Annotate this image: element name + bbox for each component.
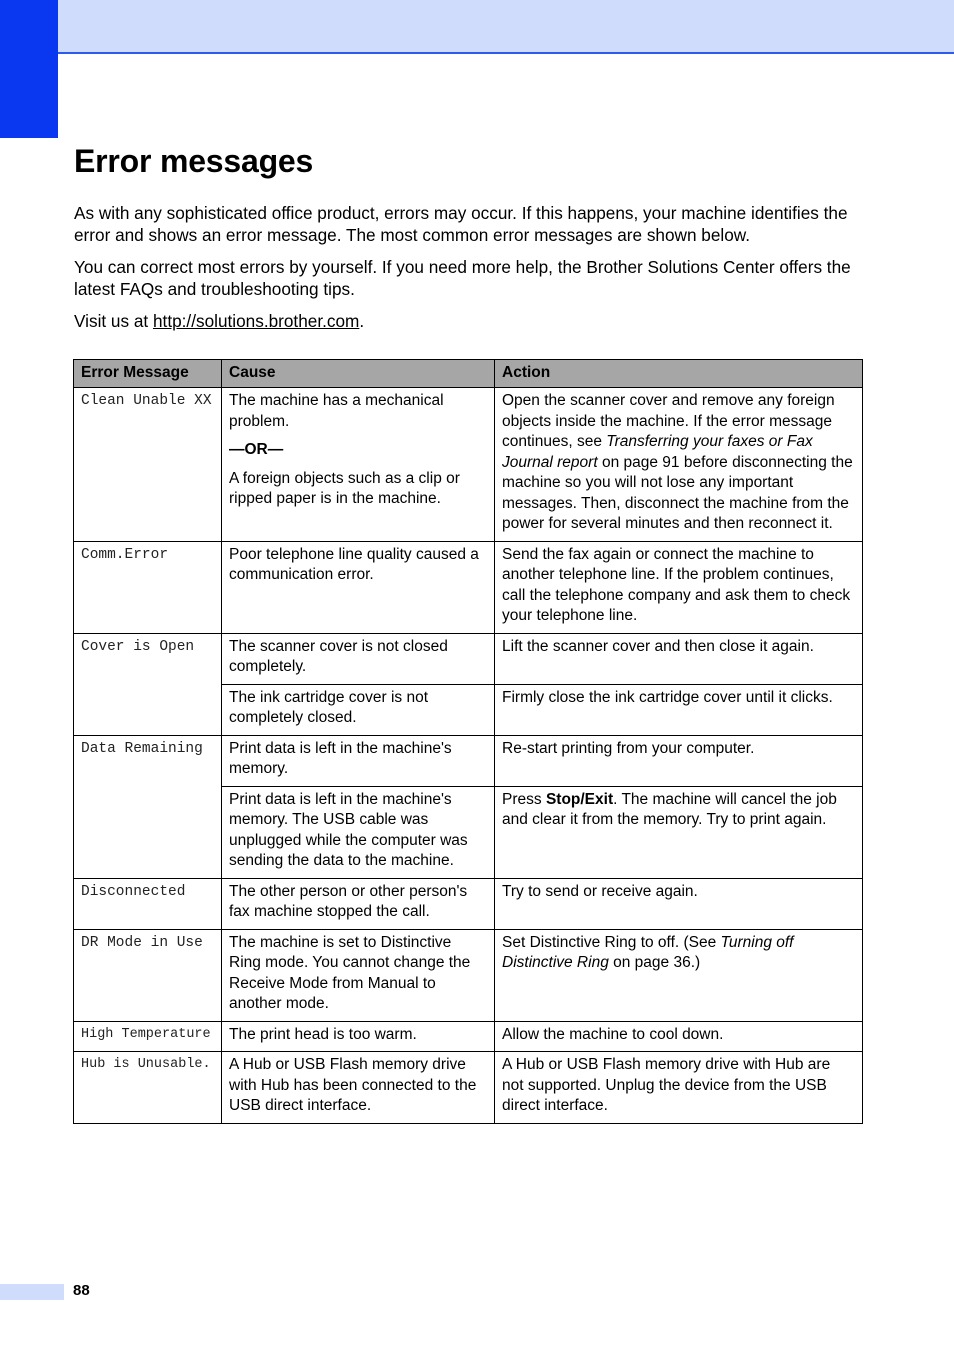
footer-band — [0, 1284, 64, 1300]
cause-cell: The scanner cover is not closed completely. — [222, 633, 495, 684]
header-action: Action — [495, 360, 863, 388]
action-cell: A Hub or USB Flash memory drive with Hub are not supported. Unplug the device from the USB direct interface. — [495, 1052, 863, 1124]
cause-cell: Poor telephone line quality caused a communication error. — [222, 541, 495, 633]
page-title: Error messages — [74, 143, 314, 179]
error-code: Clean Unable XX — [74, 388, 222, 542]
chapter-tab — [0, 0, 58, 138]
table-row — [74, 1021, 863, 1052]
cause-text: The machine has a mechanical problem. — [229, 392, 444, 430]
table-row — [74, 929, 863, 1021]
header-band — [0, 0, 954, 54]
intro-text — [74, 202, 864, 342]
table-row — [74, 1052, 863, 1124]
cause-cell: The print head is too warm. — [222, 1021, 495, 1052]
table-row — [74, 388, 863, 542]
error-code: Data Remaining — [74, 735, 222, 878]
action-cell: Allow the machine to cool down. — [495, 1021, 863, 1052]
cause-text: A foreign objects such as a clip or ripped paper is in the machine. — [229, 469, 460, 507]
error-code: DR Mode in Use — [74, 929, 222, 1021]
action-cell: Send the fax again or connect the machine to another telephone line. If the problem continues, call the telephone company and ask them to check your telephone line. — [495, 541, 863, 633]
action-text: . The machine will cancel the job and clear it from the memory. Try to print again. — [502, 790, 837, 828]
header-cause: Cause — [222, 360, 495, 388]
intro-paragraph-1: As with any sophisticated office product, errors may occur. If this happens, your machine identifies the error and shows an error message. The most common error messages are shown below. — [74, 203, 848, 245]
action-text: on page 36.) — [608, 954, 701, 971]
action-reference: Transferring your faxes or Fax Journal report — [502, 433, 813, 471]
table-row — [74, 541, 863, 633]
error-code: Disconnected — [74, 878, 222, 929]
table-row — [74, 735, 863, 786]
cause-cell: The ink cartridge cover is not completely closed. — [222, 684, 495, 735]
action-text: Open the scanner cover and remove any foreign objects inside the machine. If the error message continues, see — [502, 392, 835, 450]
visit-prefix: Visit us at — [74, 311, 153, 331]
action-cell — [495, 786, 863, 878]
action-cell — [495, 388, 863, 542]
cause-cell: Print data is left in the machine's memory. — [222, 735, 495, 786]
or-separator: —OR— — [229, 441, 284, 458]
page-number: 88 — [73, 1282, 90, 1299]
action-cell: Try to send or receive again. — [495, 878, 863, 929]
action-cell — [495, 929, 863, 1021]
table-row — [74, 878, 863, 929]
visit-suffix: . — [359, 311, 365, 331]
header-error-message: Error Message — [74, 360, 222, 388]
stop-exit-key: Stop/Exit — [545, 790, 614, 808]
cause-cell: The machine is set to Distinctive Ring mode. You cannot change the Receive Mode from Manual to another mode. — [222, 929, 495, 1021]
error-messages-table — [73, 359, 863, 1124]
cause-cell: The other person or other person's fax machine stopped the call. — [222, 878, 495, 929]
action-text: Press — [502, 790, 546, 808]
action-cell: Lift the scanner cover and then close it again. — [495, 633, 863, 684]
cause-cell — [222, 388, 495, 542]
table-row — [74, 633, 863, 684]
action-cell: Re-start printing from your computer. — [495, 735, 863, 786]
error-code: Cover is Open — [74, 633, 222, 735]
error-code: Comm.Error — [74, 541, 222, 633]
error-code: Hub is Unusable. — [74, 1052, 222, 1124]
action-text: on page 91 before disconnecting the machine so you will not lose any important messages. Then, disconnect the machine from the power for several minutes and then reconnect it. — [502, 453, 853, 532]
error-code: High Temperature — [74, 1021, 222, 1052]
intro-paragraph-2: You can correct most errors by yourself. If you need more help, the Brother Solutions Center offers the latest FAQs and troubleshooting tips. — [74, 257, 851, 299]
solutions-link[interactable]: http://solutions.brother.com — [152, 311, 360, 331]
action-text: Set Distinctive Ring to off. (See — [502, 933, 721, 951]
cause-cell: A Hub or USB Flash memory drive with Hub has been connected to the USB direct interface. — [222, 1052, 495, 1124]
table-header-row — [74, 360, 863, 388]
action-cell: Firmly close the ink cartridge cover until it clicks. — [495, 684, 863, 735]
intro-paragraph-3 — [74, 310, 864, 332]
action-reference: Turning off Distinctive Ring — [502, 933, 794, 971]
cause-cell: Print data is left in the machine's memory. The USB cable was unplugged while the computer was sending the data to the machine. — [222, 786, 495, 878]
